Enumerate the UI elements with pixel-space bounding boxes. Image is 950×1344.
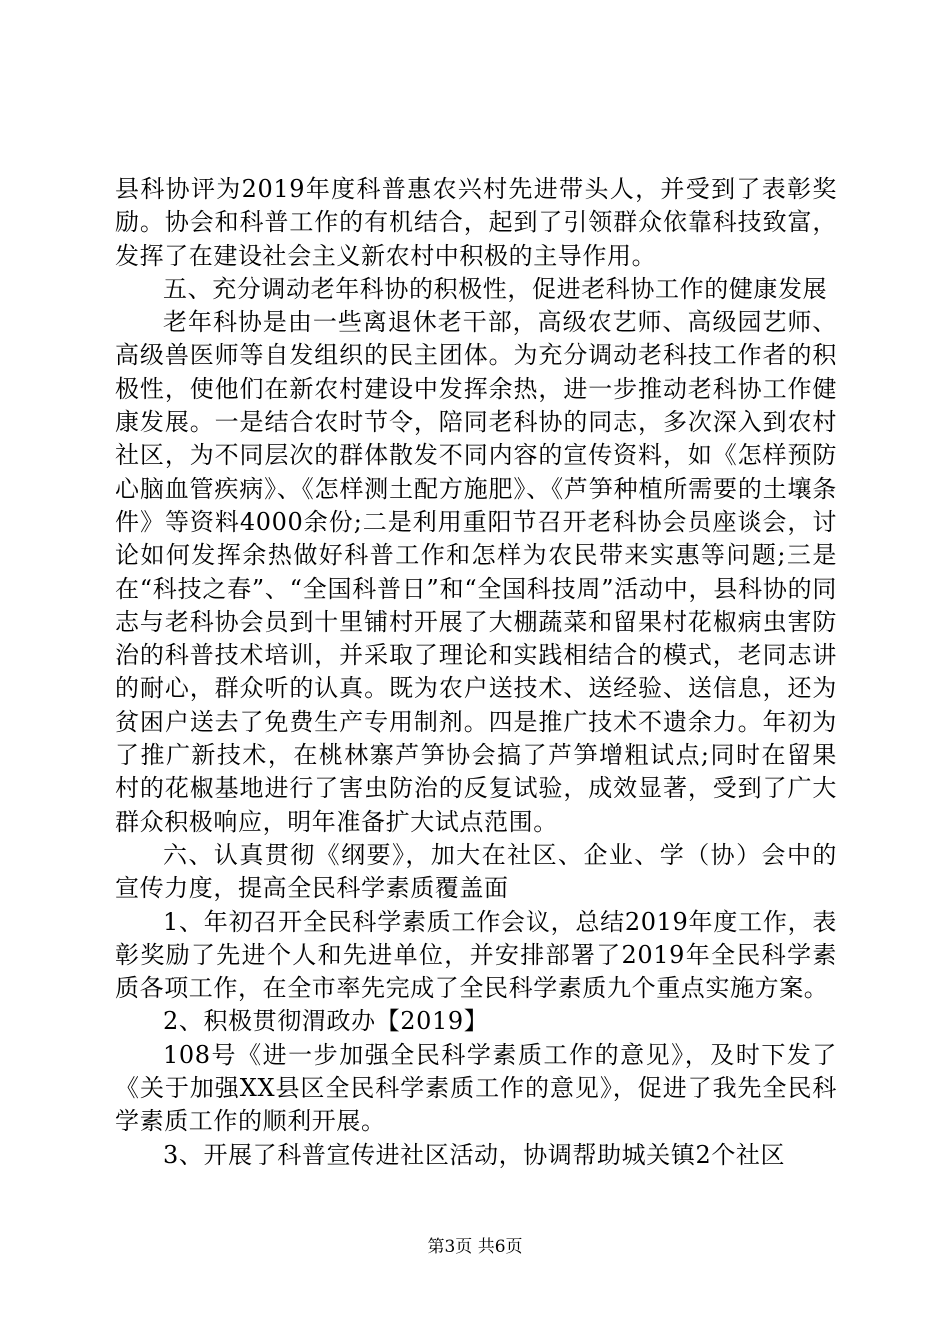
- section-heading: 六、认真贯彻《纲要》，加大在社区、企业、学（协）会中的宣传力度，提高全民科学素质覆盖面: [115, 840, 837, 903]
- paragraph: 1、年初召开全民科学素质工作会议，总结2019年度工作，表彰奖励了先进个人和先进单位，并安排部署了2019年全民科学素质各项工作，在全市率先完成了全民科学素质九个重点实施方案。: [115, 907, 837, 1003]
- section-heading: 五、充分调动老年科协的积极性，促进老科协工作的健康发展: [163, 274, 828, 303]
- paragraph: 县科协评为2019年度科普惠农兴村先进带头人，并受到了表彰奖励。协会和科普工作的有机结合，起到了引领群众依靠科技致富，发挥了在建设社会主义新农村中积极的主导作用。: [115, 175, 837, 270]
- page-number-footer: 第3页 共6页: [427, 1237, 523, 1257]
- paragraph: 3、开展了科普宣传进社区活动，协调帮助城关镇2个社区: [163, 1140, 786, 1169]
- document-body: [115, 173, 837, 1172]
- paragraph: 2、积极贯彻渭政办【2019】: [163, 1007, 489, 1036]
- paragraph: 108号《进一步加强全民科学素质工作的意见》，及时下发了《关于加强XX县区全民科学素质工作的意见》，促进了我先全民科学素质工作的顺利开展。: [115, 1040, 837, 1136]
- paragraph: 老年科协是由一些离退休老干部，高级农艺师、高级园艺师、高级兽医师等自发组织的民主团体。为充分调动老科技工作者的积极性，使他们在新农村建设中发挥余热，进一步推动老科协工作健康发展。一是结合农时节令，陪同老科协的同志，多次深入到农村社区，为不同层次的群体散发不同内容的宣传资料，如《怎样预防心脑血管疾病》、《怎样测土配方施肥》、《芦笋种植所需要的土壤条件》等资料4000余份;二是利用重阳节召开老科协会员座谈会，讨论如何发挥余热做好科普工作和怎样为农民带来实惠等问题;三是在“科技之春”、“全国科普日”和“全国科技周”活动中，县科协的同志与老科协会员到十里铺村开展了大棚蔬菜和留果村花椒病虫害防治的科普技术培训，并采取了理论和实践相结合的模式，老同志讲的耐心，群众听的认真。既为农户送技术、送经验、送信息，还为贫困户送去了免费生产专用制剂。四是推广技术不遗余力。年初为了推广新技术，在桃林寨芦笋协会搞了芦笋增粗试点;同时在留果村的花椒基地进行了害虫防治的反复试验，成效显著，受到了广大群众积极响应，明年准备扩大试点范围。: [115, 308, 837, 836]
